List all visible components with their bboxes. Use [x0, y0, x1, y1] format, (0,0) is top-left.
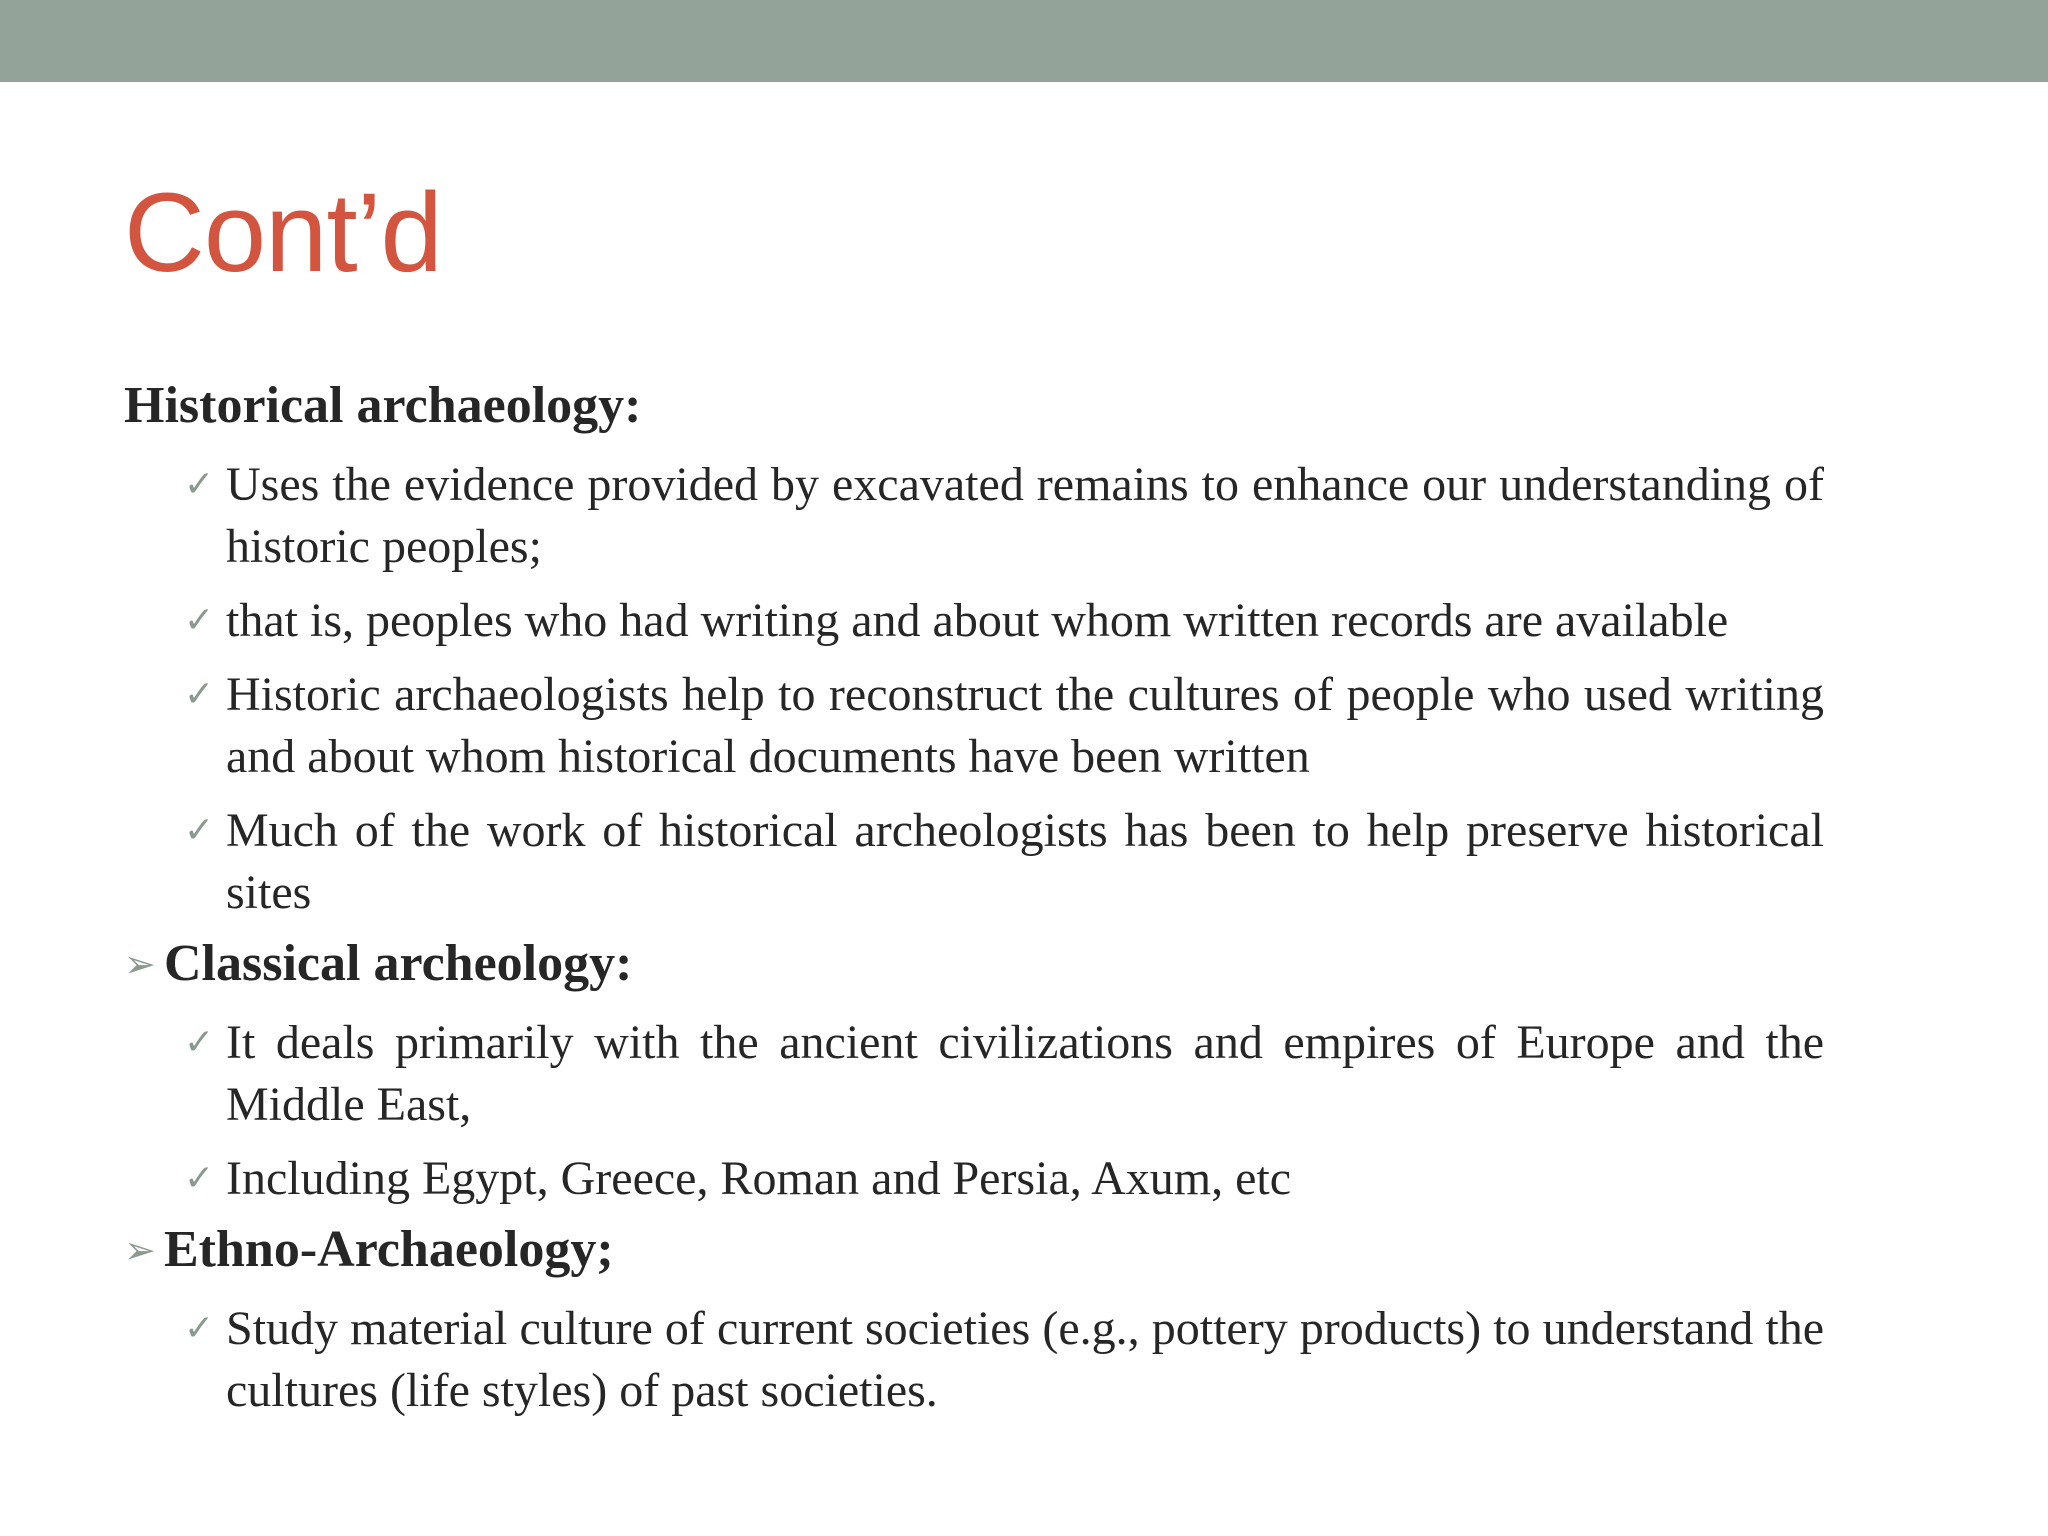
bullet-list — [124, 1012, 1924, 1210]
section-heading-label: Historical archaeology: — [124, 377, 642, 434]
header-bar — [0, 0, 2048, 82]
bullet-text: Much of the work of historical archeologists has been to help preserve historical sites — [226, 804, 1824, 919]
check-icon: ✓ — [184, 600, 215, 641]
bullet-text: that is, peoples who had writing and about whom written records are available — [226, 594, 1729, 647]
list-item — [124, 1012, 1824, 1136]
arrowhead-icon: ➢ — [124, 942, 156, 986]
bullet-text: It deals primarily with the ancient civilizations and empires of Europe and the Middle East, — [226, 1016, 1824, 1131]
section-heading — [124, 928, 1924, 1000]
bullet-text: Uses the evidence provided by excavated remains to enhance our understanding of historic peoples; — [226, 458, 1824, 573]
slide-body — [124, 370, 1924, 1422]
check-icon: ✓ — [184, 1022, 215, 1063]
bullet-text: Historic archaeologists help to reconstruct the cultures of people who used writing and about whom historical documents have been written — [226, 668, 1824, 783]
list-item — [124, 1148, 1824, 1210]
section-ethno-archaeology — [124, 1214, 1924, 1422]
check-icon: ✓ — [184, 1308, 215, 1349]
bullet-text: Study material culture of current societies (e.g., pottery products) to understand the cultures (life styles) of past societies. — [226, 1302, 1824, 1417]
section-heading — [124, 370, 1924, 442]
check-icon: ✓ — [184, 1158, 215, 1199]
bullet-list — [124, 1298, 1924, 1422]
bullet-list — [124, 454, 1924, 924]
slide-title: Cont’d — [124, 170, 442, 295]
check-icon: ✓ — [184, 464, 215, 505]
section-heading-label: Ethno-Archaeology; — [164, 1221, 614, 1278]
check-icon: ✓ — [184, 810, 215, 851]
list-item — [124, 590, 1824, 652]
bullet-text: Including Egypt, Greece, Roman and Persia, Axum, etc — [226, 1152, 1292, 1205]
check-icon: ✓ — [184, 674, 215, 715]
section-heading — [124, 1214, 1924, 1286]
section-historical-archaeology — [124, 370, 1924, 924]
list-item — [124, 1298, 1824, 1422]
arrowhead-icon: ➢ — [124, 1228, 156, 1272]
section-heading-label: Classical archeology: — [164, 935, 633, 992]
list-item — [124, 664, 1824, 788]
list-item — [124, 800, 1824, 924]
section-classical-archeology — [124, 928, 1924, 1210]
list-item — [124, 454, 1824, 578]
